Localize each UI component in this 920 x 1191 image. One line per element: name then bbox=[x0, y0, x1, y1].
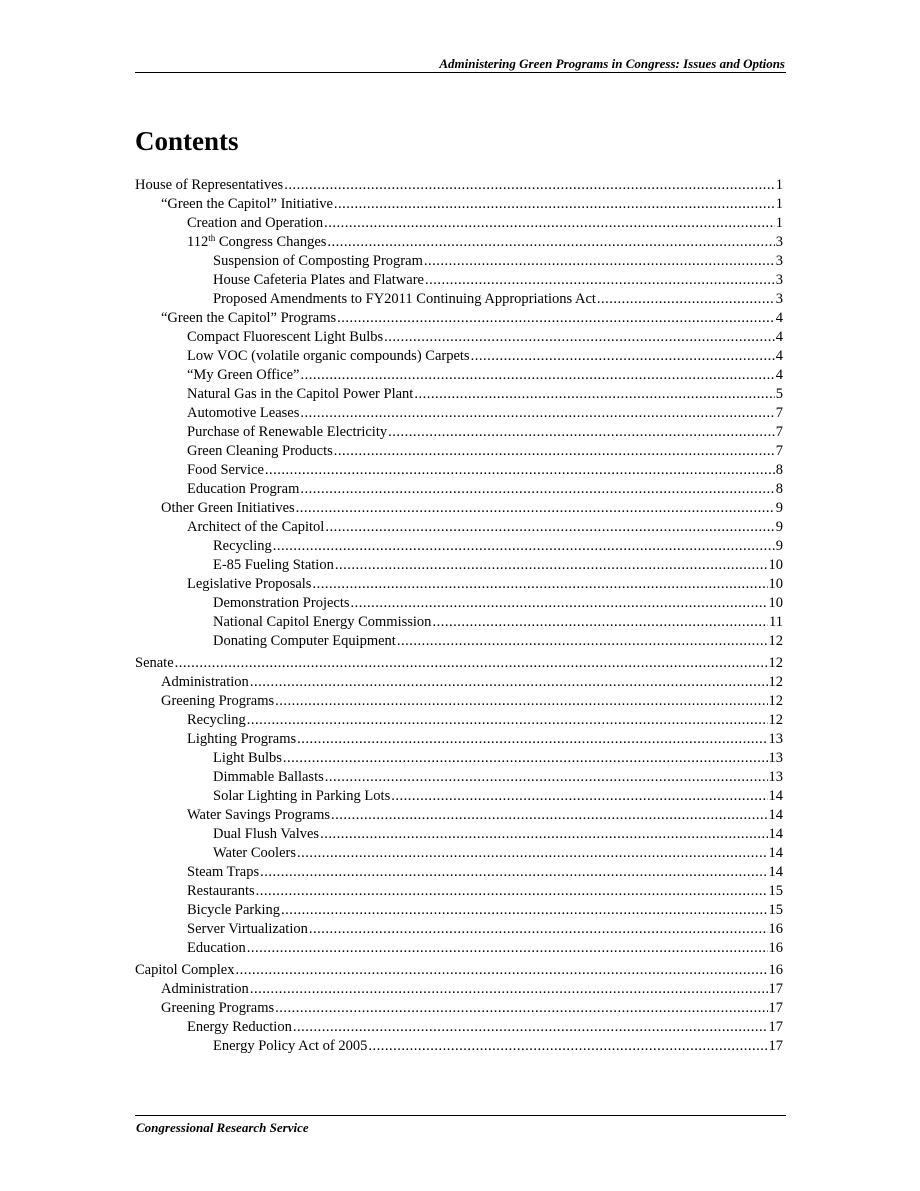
toc-entry-text: Dual Flush Valves bbox=[213, 826, 320, 842]
toc-entry-title bbox=[135, 961, 234, 980]
toc-entry[interactable] bbox=[135, 654, 783, 673]
toc-entry-title bbox=[161, 499, 295, 518]
toc-page-number: 14 bbox=[768, 826, 783, 842]
toc-entry-title bbox=[213, 825, 319, 844]
toc-entry-text: Energy Policy Act of 2005 bbox=[213, 1038, 368, 1054]
toc-entry-text: Capitol Complex bbox=[135, 962, 235, 978]
toc-entry-superscript: th bbox=[208, 233, 216, 243]
toc-entry-text: Purchase of Renewable Electricity bbox=[187, 424, 388, 440]
dot-leader bbox=[275, 999, 767, 1018]
toc-entry-title bbox=[187, 863, 259, 882]
toc-entry-text: Administration bbox=[161, 981, 249, 997]
page-title: Contents bbox=[135, 126, 239, 156]
toc-page-number: 5 bbox=[775, 386, 783, 402]
toc-entry-title bbox=[213, 271, 424, 290]
toc-entry-title bbox=[187, 480, 299, 499]
toc-entry[interactable] bbox=[135, 901, 783, 920]
toc-page-number: 3 bbox=[775, 291, 783, 307]
toc-entry-title bbox=[213, 844, 296, 863]
toc-entry-text: National Capitol Energy Commission bbox=[213, 614, 432, 630]
toc-page-number: 13 bbox=[768, 731, 783, 747]
toc-entry[interactable] bbox=[135, 423, 783, 442]
toc-entry-title bbox=[213, 768, 324, 787]
toc-entry-title bbox=[187, 806, 330, 825]
dot-leader bbox=[391, 787, 767, 806]
toc-entry-title bbox=[161, 980, 249, 999]
toc-page-number: 9 bbox=[775, 519, 783, 535]
toc-entry[interactable] bbox=[135, 806, 783, 825]
toc-page-number: 1 bbox=[775, 177, 783, 193]
toc-page-number: 16 bbox=[768, 940, 783, 956]
toc-entry[interactable] bbox=[135, 825, 783, 844]
dot-leader bbox=[325, 768, 768, 787]
dot-leader bbox=[425, 271, 775, 290]
toc-entry-title bbox=[187, 404, 299, 423]
toc-entry-text: Steam Traps bbox=[187, 864, 260, 880]
toc-page-number: 13 bbox=[768, 769, 783, 785]
dot-leader bbox=[273, 537, 775, 556]
toc-entry[interactable] bbox=[135, 252, 783, 271]
dot-leader bbox=[320, 825, 767, 844]
toc-entry-text: Education Program bbox=[187, 481, 300, 497]
dot-leader bbox=[471, 347, 775, 366]
toc-page-number: 9 bbox=[775, 500, 783, 516]
toc-page-number: 10 bbox=[768, 595, 783, 611]
dot-leader bbox=[283, 749, 768, 768]
dot-leader bbox=[327, 233, 774, 252]
toc-entry-title bbox=[187, 214, 323, 233]
toc-entry-title bbox=[213, 749, 282, 768]
dot-leader bbox=[250, 673, 768, 692]
toc-entry[interactable] bbox=[135, 692, 783, 711]
toc-entry-title bbox=[187, 920, 308, 939]
toc-entry-title bbox=[135, 654, 174, 673]
dot-leader bbox=[300, 480, 774, 499]
running-header: Administering Green Programs in Congress: Issues and Options bbox=[439, 56, 785, 71]
toc-entry-text: Demonstration Projects bbox=[213, 595, 350, 611]
toc-entry-title bbox=[213, 290, 596, 309]
toc-entry-text: Administration bbox=[161, 674, 249, 690]
toc-entry-text: Creation and Operation bbox=[187, 215, 324, 231]
toc-entry-title bbox=[161, 195, 333, 214]
dot-leader bbox=[309, 920, 768, 939]
dot-leader bbox=[334, 195, 775, 214]
toc-entry-text: Natural Gas in the Capitol Power Plant bbox=[187, 386, 414, 402]
toc-entry-text: “Green the Capitol” Programs bbox=[161, 310, 337, 326]
toc-entry-text: Recycling bbox=[187, 712, 246, 728]
toc-entry-text: Recycling bbox=[213, 538, 272, 554]
toc-entry[interactable] bbox=[135, 499, 783, 518]
toc-entry-text: Other Green Initiatives bbox=[161, 500, 295, 516]
toc-entry-text: Legislative Proposals bbox=[187, 576, 312, 592]
toc-entry-title bbox=[187, 730, 296, 749]
dot-leader bbox=[388, 423, 775, 442]
dot-leader bbox=[324, 214, 775, 233]
toc-entry-title bbox=[213, 787, 390, 806]
toc-page-number: 3 bbox=[775, 234, 783, 250]
dot-leader bbox=[247, 711, 768, 730]
toc-entry[interactable] bbox=[135, 290, 783, 309]
toc-entry-text-continued: Congress Changes bbox=[215, 234, 327, 250]
toc-entry-title bbox=[187, 1018, 292, 1037]
toc-entry-text: “Green the Capitol” Initiative bbox=[161, 196, 333, 212]
toc-entry-title bbox=[213, 594, 350, 613]
dot-leader bbox=[300, 366, 774, 385]
toc-entry[interactable] bbox=[135, 518, 783, 537]
toc-entry-text: “My Green Office” bbox=[187, 367, 300, 383]
toc-entry-title bbox=[135, 176, 283, 195]
dot-leader bbox=[235, 961, 767, 980]
toc-entry-title bbox=[161, 673, 249, 692]
toc-entry-text: 112 bbox=[187, 234, 209, 250]
toc-entry[interactable] bbox=[135, 366, 783, 385]
dot-leader bbox=[297, 844, 768, 863]
toc-entry-title bbox=[187, 939, 246, 958]
toc-entry[interactable] bbox=[135, 328, 783, 347]
toc-entry[interactable] bbox=[135, 999, 783, 1018]
toc-entry-title bbox=[213, 252, 423, 271]
toc-entry-text: House of Representatives bbox=[135, 177, 284, 193]
toc-entry-title bbox=[213, 537, 272, 556]
toc-page-number: 14 bbox=[768, 788, 783, 804]
toc-entry-text: Greening Programs bbox=[161, 693, 275, 709]
toc-page-number: 12 bbox=[768, 655, 783, 671]
toc-page-number: 8 bbox=[775, 481, 783, 497]
toc-page-number: 17 bbox=[768, 1000, 783, 1016]
toc-entry[interactable] bbox=[135, 195, 783, 214]
toc-page-number: 9 bbox=[775, 538, 783, 554]
toc-entry[interactable] bbox=[135, 404, 783, 423]
toc-entry-title bbox=[213, 613, 431, 632]
dot-leader bbox=[175, 654, 768, 673]
toc-page-number: 17 bbox=[768, 981, 783, 997]
toc-page-number: 15 bbox=[768, 883, 783, 899]
toc-entry[interactable] bbox=[135, 882, 783, 901]
toc-entry-text: Donating Computer Equipment bbox=[213, 633, 396, 649]
toc-entry-text: Solar Lighting in Parking Lots bbox=[213, 788, 391, 804]
toc-entry[interactable] bbox=[135, 939, 783, 958]
toc-entry[interactable] bbox=[135, 980, 783, 999]
toc-entry-title bbox=[161, 309, 336, 328]
dot-leader bbox=[300, 404, 774, 423]
toc-entry[interactable] bbox=[135, 575, 783, 594]
toc-entry[interactable] bbox=[135, 632, 783, 651]
toc-entry-title bbox=[161, 999, 274, 1018]
dot-leader bbox=[281, 901, 767, 920]
footer-rule bbox=[135, 1115, 786, 1116]
toc-entry[interactable] bbox=[135, 442, 783, 461]
toc-entry[interactable] bbox=[135, 176, 783, 195]
toc-page-number: 10 bbox=[768, 557, 783, 573]
toc-entry[interactable] bbox=[135, 673, 783, 692]
toc-entry[interactable] bbox=[135, 537, 783, 556]
toc-page-number: 11 bbox=[769, 614, 783, 630]
dot-leader bbox=[334, 442, 775, 461]
toc-entry-title bbox=[187, 518, 324, 537]
toc-entry-title bbox=[187, 328, 383, 347]
dot-leader bbox=[293, 1018, 768, 1037]
toc-page-number: 1 bbox=[775, 215, 783, 231]
dot-leader bbox=[597, 290, 775, 309]
toc-entry-title bbox=[187, 901, 280, 920]
toc-entry[interactable] bbox=[135, 961, 783, 980]
toc-page-number: 3 bbox=[775, 272, 783, 288]
dot-leader bbox=[260, 863, 767, 882]
toc-page-number: 17 bbox=[768, 1019, 783, 1035]
toc-entry-text: Dimmable Ballasts bbox=[213, 769, 324, 785]
toc-entry-text: Energy Reduction bbox=[187, 1019, 292, 1035]
toc-entry-text: Light Bulbs bbox=[213, 750, 282, 766]
running-footer: Congressional Research Service bbox=[136, 1120, 309, 1135]
dot-leader bbox=[284, 176, 775, 195]
toc-entry-text: Lighting Programs bbox=[187, 731, 297, 747]
toc-entry[interactable] bbox=[135, 347, 783, 366]
toc-entry[interactable] bbox=[135, 214, 783, 233]
toc-entry[interactable] bbox=[135, 749, 783, 768]
dot-leader bbox=[424, 252, 775, 271]
toc-page-number: 15 bbox=[768, 902, 783, 918]
toc-entry-text: E-85 Fueling Station bbox=[213, 557, 334, 573]
toc-entry-title bbox=[187, 442, 333, 461]
dot-leader bbox=[312, 575, 767, 594]
toc-page-number: 1 bbox=[775, 196, 783, 212]
toc-entry[interactable] bbox=[135, 233, 783, 252]
toc-entry-text: Server Virtualization bbox=[187, 921, 308, 937]
toc-entry-text: Bicycle Parking bbox=[187, 902, 281, 918]
header-rule bbox=[135, 72, 786, 73]
toc-entry-title bbox=[187, 575, 311, 594]
toc-entry-text: Senate bbox=[135, 655, 174, 671]
dot-leader bbox=[325, 518, 774, 537]
toc-entry-text: Green Cleaning Products bbox=[187, 443, 333, 459]
toc-page-number: 12 bbox=[768, 712, 783, 728]
toc-entry-title bbox=[187, 385, 413, 404]
toc-entry[interactable] bbox=[135, 613, 783, 632]
toc-page-number: 7 bbox=[775, 443, 783, 459]
toc-entry-text: Compact Fluorescent Light Bulbs bbox=[187, 329, 384, 345]
toc-page-number: 4 bbox=[775, 348, 783, 364]
toc-page-number: 8 bbox=[775, 462, 783, 478]
toc-page-number: 12 bbox=[768, 633, 783, 649]
toc-entry-text: Automotive Leases bbox=[187, 405, 300, 421]
dot-leader bbox=[256, 882, 768, 901]
toc-entry[interactable] bbox=[135, 711, 783, 730]
toc-page-number: 16 bbox=[768, 921, 783, 937]
toc-page-number: 4 bbox=[775, 367, 783, 383]
toc-entry-text: Proposed Amendments to FY2011 Continuing Appropriations Act bbox=[213, 291, 596, 307]
toc-page-number: 7 bbox=[775, 424, 783, 440]
dot-leader bbox=[414, 385, 774, 404]
toc-page-number: 14 bbox=[768, 807, 783, 823]
toc-entry[interactable] bbox=[135, 920, 783, 939]
toc-page-number: 12 bbox=[768, 693, 783, 709]
toc-page-number: 12 bbox=[768, 674, 783, 690]
toc-entry[interactable] bbox=[135, 768, 783, 787]
toc-entry-title bbox=[213, 556, 334, 575]
toc-entry-title bbox=[213, 632, 396, 651]
toc-entry-title bbox=[187, 347, 470, 366]
toc-entry-text: House Cafeteria Plates and Flatware bbox=[213, 272, 424, 288]
toc-entry[interactable] bbox=[135, 385, 783, 404]
toc-page-number: 3 bbox=[775, 253, 783, 269]
dot-leader bbox=[384, 328, 775, 347]
toc-entry[interactable] bbox=[135, 271, 783, 290]
toc-entry[interactable] bbox=[135, 787, 783, 806]
toc-entry[interactable] bbox=[135, 863, 783, 882]
toc-entry-text: Water Coolers bbox=[213, 845, 296, 861]
toc-entry-text: Education bbox=[187, 940, 246, 956]
toc-entry-title bbox=[187, 423, 387, 442]
toc-page-number: 7 bbox=[775, 405, 783, 421]
toc-entry-text: Suspension of Composting Program bbox=[213, 253, 423, 269]
toc-page-number: 17 bbox=[768, 1038, 783, 1054]
toc-entry-title bbox=[161, 692, 274, 711]
toc-entry-text: Greening Programs bbox=[161, 1000, 275, 1016]
dot-leader bbox=[368, 1037, 767, 1056]
dot-leader bbox=[265, 461, 775, 480]
toc-entry-title bbox=[187, 461, 264, 480]
toc-entry-title bbox=[213, 1037, 367, 1056]
dot-leader bbox=[351, 594, 768, 613]
dot-leader bbox=[432, 613, 768, 632]
toc-entry[interactable] bbox=[135, 730, 783, 749]
toc-entry[interactable] bbox=[135, 594, 783, 613]
toc-page-number: 14 bbox=[768, 864, 783, 880]
toc-page-number: 4 bbox=[775, 329, 783, 345]
toc-entry-text: Restaurants bbox=[187, 883, 255, 899]
toc-page-number: 4 bbox=[775, 310, 783, 326]
dot-leader bbox=[296, 499, 775, 518]
toc-entry-text: Water Savings Programs bbox=[187, 807, 331, 823]
dot-leader bbox=[335, 556, 768, 575]
toc-entry[interactable] bbox=[135, 844, 783, 863]
toc-entry-title bbox=[187, 882, 255, 901]
dot-leader bbox=[397, 632, 768, 651]
toc-entry[interactable] bbox=[135, 1037, 783, 1056]
dot-leader bbox=[275, 692, 767, 711]
toc-entry-text: Architect of the Capitol bbox=[187, 519, 325, 535]
toc-entry-text: Low VOC (volatile organic compounds) Carpets bbox=[187, 348, 470, 364]
toc-entry-title bbox=[187, 366, 299, 385]
dot-leader bbox=[247, 939, 768, 958]
toc-page-number: 16 bbox=[768, 962, 783, 978]
toc-entry[interactable] bbox=[135, 1018, 783, 1037]
table-of-contents bbox=[135, 176, 783, 1056]
toc-entry-text: Food Service bbox=[187, 462, 264, 478]
toc-entry-title bbox=[187, 711, 246, 730]
toc-page-number: 10 bbox=[768, 576, 783, 592]
toc-page-number: 14 bbox=[768, 845, 783, 861]
dot-leader bbox=[331, 806, 767, 825]
toc-entry-title bbox=[187, 233, 326, 252]
dot-leader bbox=[297, 730, 767, 749]
dot-leader bbox=[337, 309, 775, 328]
toc-entry[interactable] bbox=[135, 309, 783, 328]
dot-leader bbox=[250, 980, 768, 999]
toc-entry[interactable] bbox=[135, 480, 783, 499]
toc-page-number: 13 bbox=[768, 750, 783, 766]
toc-entry[interactable] bbox=[135, 461, 783, 480]
toc-entry[interactable] bbox=[135, 556, 783, 575]
